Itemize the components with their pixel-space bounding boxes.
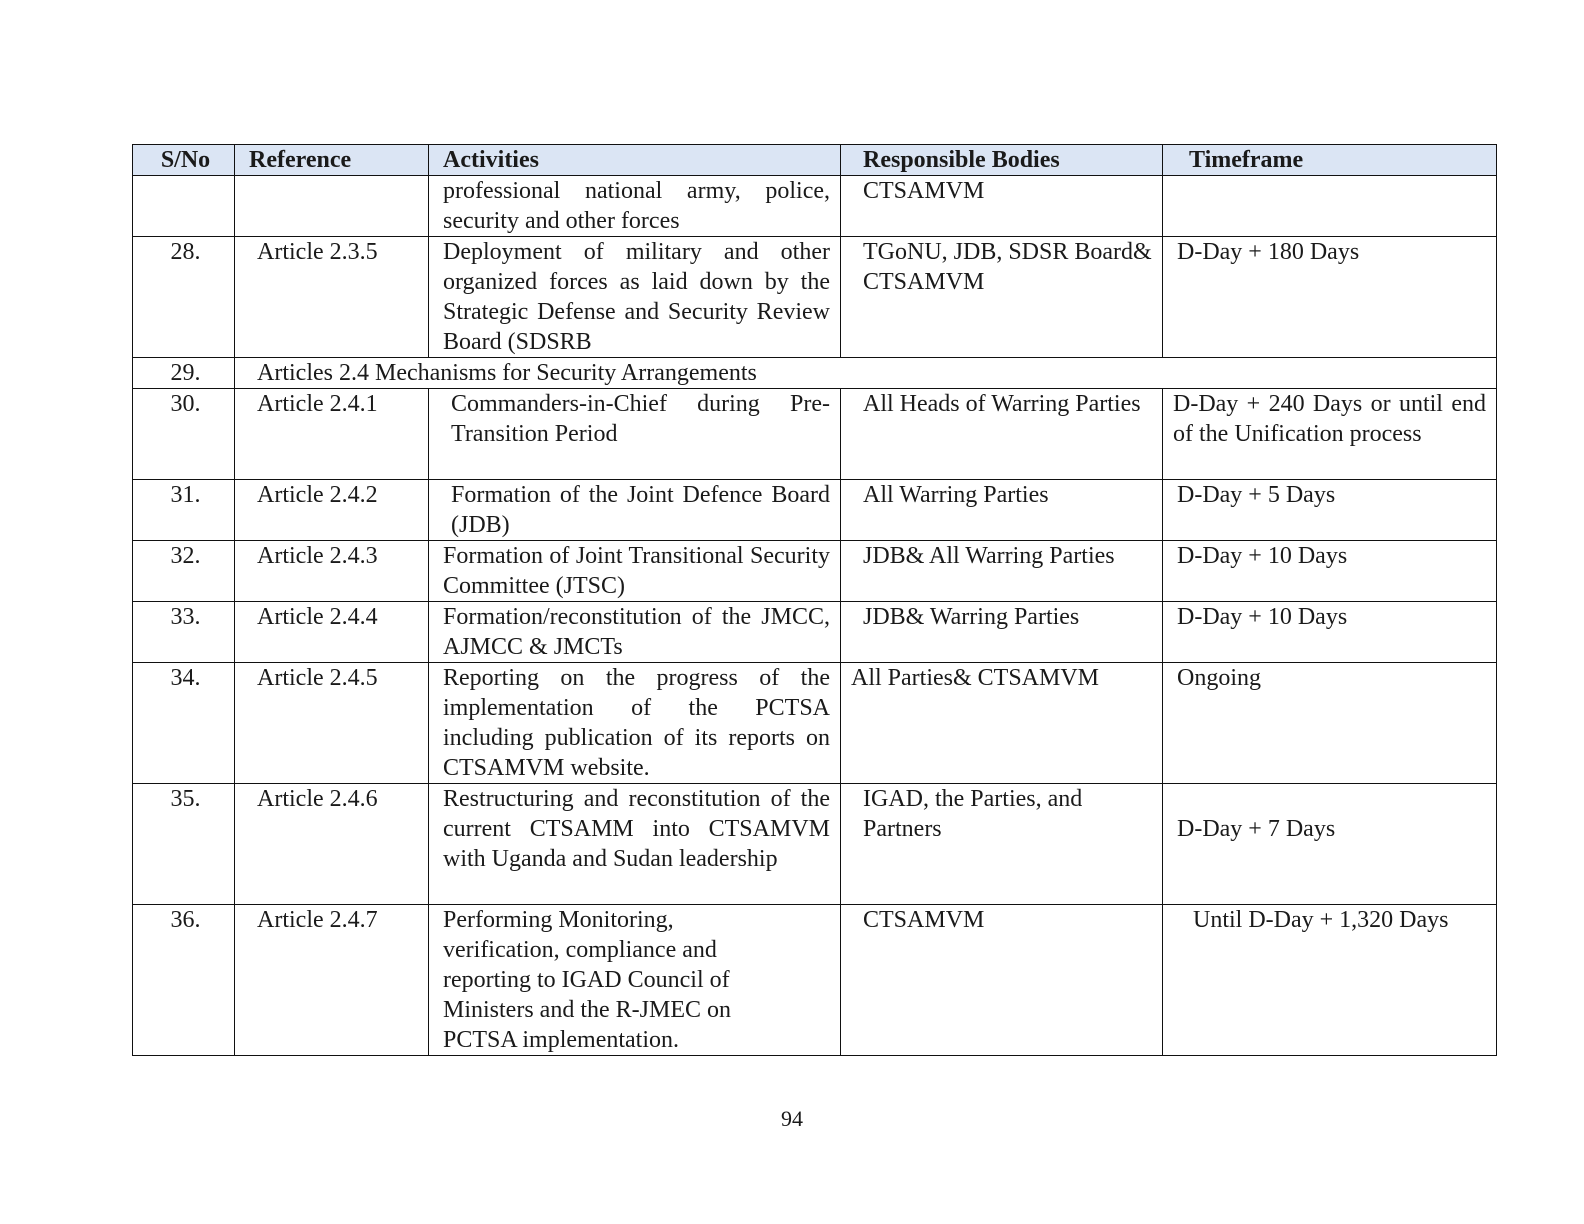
row-responsible-bodies: IGAD, the Parties, and Partners: [841, 784, 1163, 905]
header-sno: S/No: [133, 145, 235, 176]
row-timeframe: D-Day + 180 Days: [1163, 237, 1497, 358]
row-reference: Article 2.4.7: [235, 905, 429, 1056]
row-sno: 29.: [133, 358, 235, 389]
row-sno: 28.: [133, 237, 235, 358]
row-responsible-bodies: JDB& Warring Parties: [841, 602, 1163, 663]
row-responsible-bodies: JDB& All Warring Parties: [841, 541, 1163, 602]
row-activities: Performing Monitoring, verification, compliance and reporting to IGAD Council of Ministers and the R-JMEC on PCTSA implementation.: [429, 905, 841, 1056]
row-timeframe: D-Day + 10 Days: [1163, 541, 1497, 602]
row-timeframe: Until D-Day + 1,320 Days: [1163, 905, 1497, 1056]
row-timeframe: [1163, 176, 1497, 237]
row-sno: 30.: [133, 389, 235, 480]
table-row: [133, 176, 1497, 237]
row-responsible-bodies: All Warring Parties: [841, 480, 1163, 541]
row-responsible-bodies: TGoNU, JDB, SDSR Board& CTSAMVM: [841, 237, 1163, 358]
row-timeframe: D-Day + 5 Days: [1163, 480, 1497, 541]
row-activities: Restructuring and reconstitution of the current CTSAMM into CTSAMVM with Uganda and Sudan leadership: [429, 784, 841, 905]
row-timeframe: Ongoing: [1163, 663, 1497, 784]
page-number: 94: [781, 1106, 803, 1131]
row-sno: 34.: [133, 663, 235, 784]
row-reference: Article 2.4.6: [235, 784, 429, 905]
row-responsible-bodies: CTSAMVM: [841, 176, 1163, 237]
row-activities: Commanders-in-Chief during Pre-Transition Period: [429, 389, 841, 480]
row-sno: 36.: [133, 905, 235, 1056]
row-reference: Article 2.4.1: [235, 389, 429, 480]
row-reference: [235, 176, 429, 237]
table-header-row: [133, 145, 1497, 176]
table-row: [133, 237, 1497, 358]
row-activities: Formation/reconstitution of the JMCC, AJMCC & JMCTs: [429, 602, 841, 663]
row-activities: Reporting on the progress of the implementation of the PCTSA including publication of its reports on CTSAMVM website.: [429, 663, 841, 784]
section-row: [133, 358, 1497, 389]
row-activities: Formation of the Joint Defence Board (JDB): [429, 480, 841, 541]
implementation-schedule-table: [132, 144, 1497, 1056]
section-heading: Articles 2.4 Mechanisms for Security Arrangements: [235, 358, 1497, 389]
header-responsible-bodies: Responsible Bodies: [841, 145, 1163, 176]
table-row: [133, 480, 1497, 541]
row-reference: Article 2.4.4: [235, 602, 429, 663]
table-row: [133, 784, 1497, 905]
table-row: [133, 389, 1497, 480]
row-timeframe: D-Day + 240 Days or until end of the Unification process: [1163, 389, 1497, 480]
row-sno: 35.: [133, 784, 235, 905]
row-sno: [133, 176, 235, 237]
row-sno: 32.: [133, 541, 235, 602]
row-sno: 33.: [133, 602, 235, 663]
row-activities: Formation of Joint Transitional Security Committee (JTSC): [429, 541, 841, 602]
header-reference: Reference: [235, 145, 429, 176]
row-reference: Article 2.4.5: [235, 663, 429, 784]
header-timeframe: Timeframe: [1163, 145, 1497, 176]
row-sno: 31.: [133, 480, 235, 541]
row-activities: professional national army, police, security and other forces: [429, 176, 841, 237]
row-timeframe: D-Day + 10 Days: [1163, 602, 1497, 663]
table-row: [133, 541, 1497, 602]
header-activities: Activities: [429, 145, 841, 176]
row-responsible-bodies: All Heads of Warring Parties: [841, 389, 1163, 480]
row-activities: Deployment of military and other organized forces as laid down by the Strategic Defense and Security Review Board (SDSRB: [429, 237, 841, 358]
row-timeframe: D-Day + 7 Days: [1163, 784, 1497, 905]
table-row: [133, 905, 1497, 1056]
row-reference: Article 2.4.2: [235, 480, 429, 541]
row-responsible-bodies: All Parties& CTSAMVM: [841, 663, 1163, 784]
row-responsible-bodies: CTSAMVM: [841, 905, 1163, 1056]
row-reference: Article 2.4.3: [235, 541, 429, 602]
row-reference: Article 2.3.5: [235, 237, 429, 358]
table-row: [133, 602, 1497, 663]
table-row: [133, 663, 1497, 784]
